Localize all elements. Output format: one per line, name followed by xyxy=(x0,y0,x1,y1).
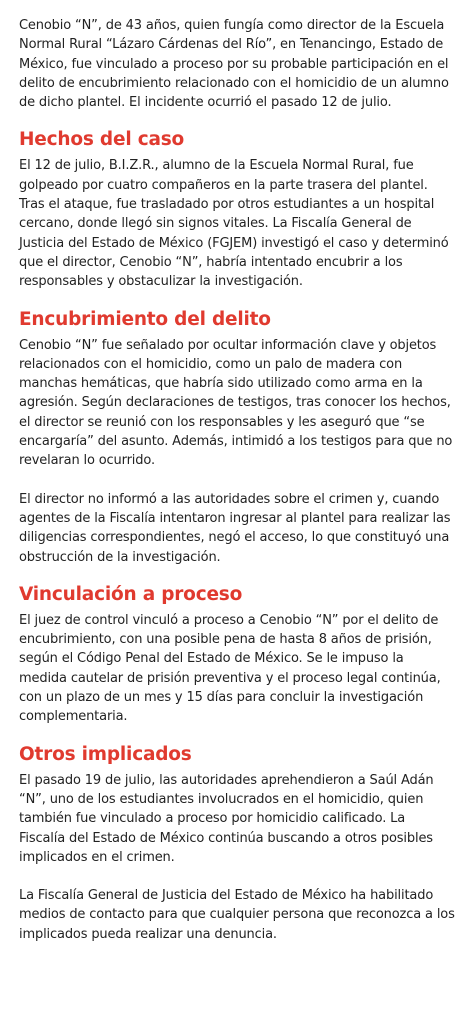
section-heading-otros-implicados: Otros implicados xyxy=(19,743,192,765)
section-paragraph: La Fiscalía General de Justicia del Estado de México ha habilitado medios de contacto para que cualquier persona que reconozca a los implicados pueda realizar una denuncia. xyxy=(19,888,455,942)
section-paragraph: El 12 de julio, B.I.Z.R., alumno de la Escuela Normal Rural, fue golpeado por cuatro compañeros en la parte trasera del plantel. Tras el ataque, fue trasladado por otros estudiantes a un hospital cercano, donde llegó sin signos vitales. La Fiscalía General de Justicia del Estado de México (FGJEM) investigó el caso y determinó que el director, Cenobio “N”, habría intentado encubrir a los responsables y obstaculizar la investigación. xyxy=(19,158,449,290)
section-paragraph: El pasado 19 de julio, las autoridades aprehendieron a Saúl Adán “N”, uno de los estudiantes involucrados en el homicidio, quien también fue vinculado a proceso por homicidio calificado. La Fiscalía del Estado de México continúa buscando a otros posibles implicados en el crimen. xyxy=(19,772,434,865)
section-paragraph: Cenobio “N” fue señalado por ocultar información clave y objetos relacionados con el homicidio, como un palo de madera con manchas hemáticas, que habría sido utilizado como arma en la agresión. Según declaraciones de testigos, tras conocer los hechos, el director se reunió con los responsables y les aseguró que “se encargaría” del asunto. Además, intimidó a los testigos para que no revelaran lo ocurrido. xyxy=(19,337,453,469)
section-paragraph: El director no informó a las autoridades sobre el crimen y, cuando agentes de la Fiscalía intentaron ingresar al plantel para realizar las diligencias correspondientes, negó el acceso, lo que constituyó una obstrucción de la investigación. xyxy=(19,491,451,565)
section-heading-hechos: Hechos del caso xyxy=(19,129,185,151)
section-paragraph: El juez de control vinculó a proceso a Cenobio “N” por el delito de encubrimiento, con una posible pena de hasta 8 años de prisión, según el Código Penal del Estado de México. Se le impuso la medida cautelar de prisión preventiva y el proceso legal continúa, con un plazo de un mes y 15 días para concluir la investigación complementaria. xyxy=(19,612,441,725)
section-heading-encubrimiento: Encubrimiento del delito xyxy=(19,308,271,330)
section-heading-vinculacion: Vinculación a proceso xyxy=(19,583,243,605)
intro-paragraph: Cenobio “N”, de 43 años, quien fungía como director de la Escuela Normal Rural “Lázaro Cárdenas del Río”, en Tenancingo, Estado de México, fue vinculado a proceso por su probable participación en el delito de encubrimiento relacionado con el homicidio de un alumno de dicho plantel. El incidente ocurrió el pasado 12 de julio. xyxy=(19,18,449,111)
